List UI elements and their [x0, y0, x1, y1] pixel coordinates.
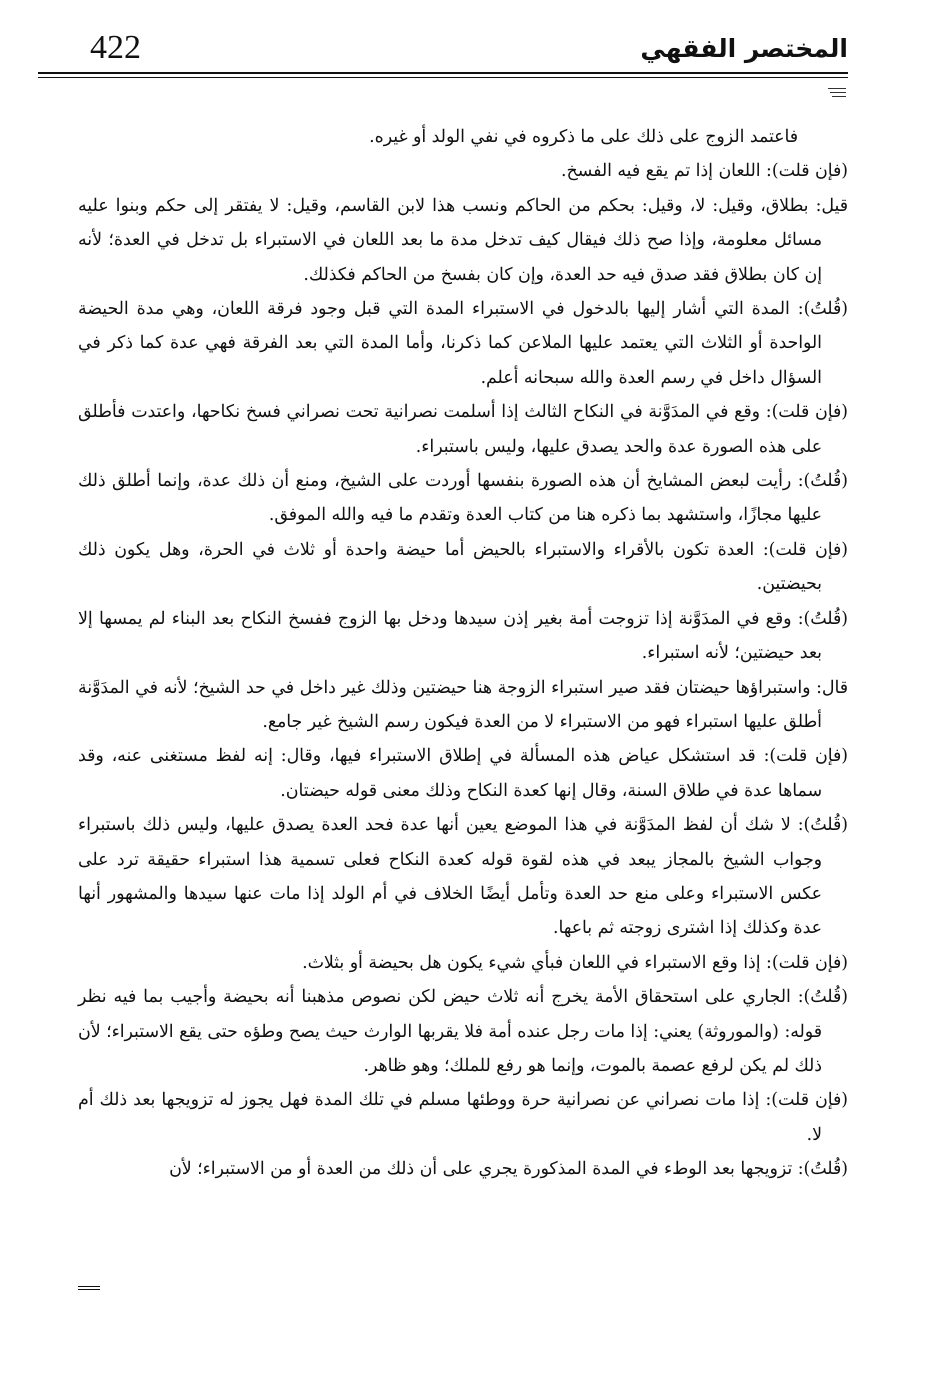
paragraph: (فإن قلت): قد استشكل عياض هذه المسألة في إطلاق الاستبراء فيها، وقال: إنه لفظ مستغنى عنه، وقد سماها عدة في طلاق السنة، وقال إنها كعدة النكاح وذلك معنى قوله حيضتان. — [78, 746, 848, 801]
paragraph: (فإن قلت): اللعان إذا تم يقع فيه الفسخ. — [561, 161, 848, 182]
header-rule-thin — [38, 77, 848, 78]
paragraph: (قُلتُ): المدة التي أشار إليها بالدخول في الاستبراء المدة التي قبل وجود فرقة اللعان، وهي مدة الحيضة الواحدة أو الثلاث التي يعتمد عليها الملاعن كما ذكرنا، وأما المدة التي بعد الفرقة فهي عدة كما ذكر في السؤال داخل في رسم العدة والله سبحانه أعلم. — [78, 299, 848, 388]
paragraph: (فإن قلت): العدة تكون بالأقراء والاستبراء بالحيض أما حيضة واحدة أو ثلاث في الحرة، وهل يكون ذلك بحيضتين. — [78, 539, 848, 595]
paragraph: (قُلتُ): رأيت لبعض المشايخ أن هذه الصورة بنفسها أوردت على الشيخ، ومنع أن ذلك عدة، وإنما أطلق ذلك عليها مجازًا، واستشهد بما ذكره هنا من كتاب العدة وتقدم ما فيه والله الموفق. — [78, 471, 848, 526]
decorative-rule — [38, 88, 846, 102]
paragraph: (فإن قلت): وقع في المدَوَّنة في النكاح الثالث إذا أسلمت نصرانية تحت نصراني فسخ نكاحها، واعتدت فأطلق على هذه الصورة عدة والحد يصدق عليها، وليس باستبراء. — [78, 402, 848, 457]
paragraph: (فإن قلت): إذا وقع الاستبراء في اللعان فبأي شيء يكون هل بحيضة أو بثلاث. — [302, 952, 848, 973]
paragraph: قيل: بطلاق، وقيل: لا، وقيل: بحكم من الحاكم ونسب هذا لابن القاسم، وقيل: لا يفتقر إلى حكم وبنوا عليه مسائل معلومة، وإذا صح ذلك فيقال كيف تدخل مدة ما بعد اللعان في الاستبراء بل تدخل في العدة؛ لأنه إن كان بطلاق فقد صدق فيه حد العدة، وإن كان بفسخ من الحاكم فكذلك. — [78, 195, 848, 285]
paragraph: (قُلتُ): تزويجها بعد الوطء في المدة المذكورة يجري على أن ذلك من العدة أو من الاستبراء؛ لأن — [169, 1159, 848, 1180]
paragraph: (قُلتُ): وقع في المدَوَّنة إذا تزوجت أمة بغير إذن سيدها ودخل بها الزوج ففسخ النكاح بعد البناء لم يمسها إلا بعد حيضتين؛ لأنه استبراء. — [78, 608, 848, 664]
page-number: 422 — [90, 29, 141, 66]
page-body — [78, 120, 848, 1187]
paragraph: فاعتمد الزوج على ذلك على ما ذكروه في نفي الولد أو غيره. — [369, 127, 798, 147]
paragraph: (فإن قلت): إذا مات نصراني عن نصرانية حرة ووطئها مسلم في تلك المدة فهل يجوز له تزويجها بعد ذلك أم لا. — [78, 1090, 848, 1145]
paragraph: (قُلتُ): لا شك أن لفظ المدَوَّنة في هذا الموضع يعين أنها عدة فحد العدة يصدق عليها، وليس ذلك باستبراء وجواب الشيخ بالمجاز يبعد في هذه لقوة قوله كعدة النكاح فعلى تسمية هذا استبراء حقيقة ترد على عكس الاستبراء وعلى منع حد العدة وتأمل أيضًا الخلاف في أم الولد إذا مات عنها سيدها والمشهور أنها عدة وكذلك إذا اشترى زوجته ثم باعها. — [78, 815, 848, 939]
footnote-marker — [78, 1286, 100, 1294]
book-title: المختصر الفقهي — [640, 34, 848, 63]
paragraph: (قُلتُ): الجاري على استحقاق الأمة يخرج أنه ثلاث حيض لكن نصوص مذهبنا أنه بحيضة وأجيب بما فيه نظر قوله: (والموروثة) يعني: إذا مات رجل عنده أمة فلا يقربها الوارث حيث يصح وطؤه حتى يقع الاستبراء؛ لأن ذلك لم يكن لرفع عصمة بالموت، وإنما هو رفع للملك؛ وهو ظاهر. — [78, 987, 848, 1076]
paragraph: قال: واستبراؤها حيضتان فقد صير استبراء الزوجة هنا حيضتين وذلك غير داخل في حد الشيخ؛ لأنه في المدَوَّنة أطلق عليها استبراء فهو من الاستبراء لا من العدة فيكون رسم الشيخ غير جامع. — [78, 677, 848, 732]
header-rule — [38, 72, 848, 74]
page-header — [38, 28, 848, 68]
